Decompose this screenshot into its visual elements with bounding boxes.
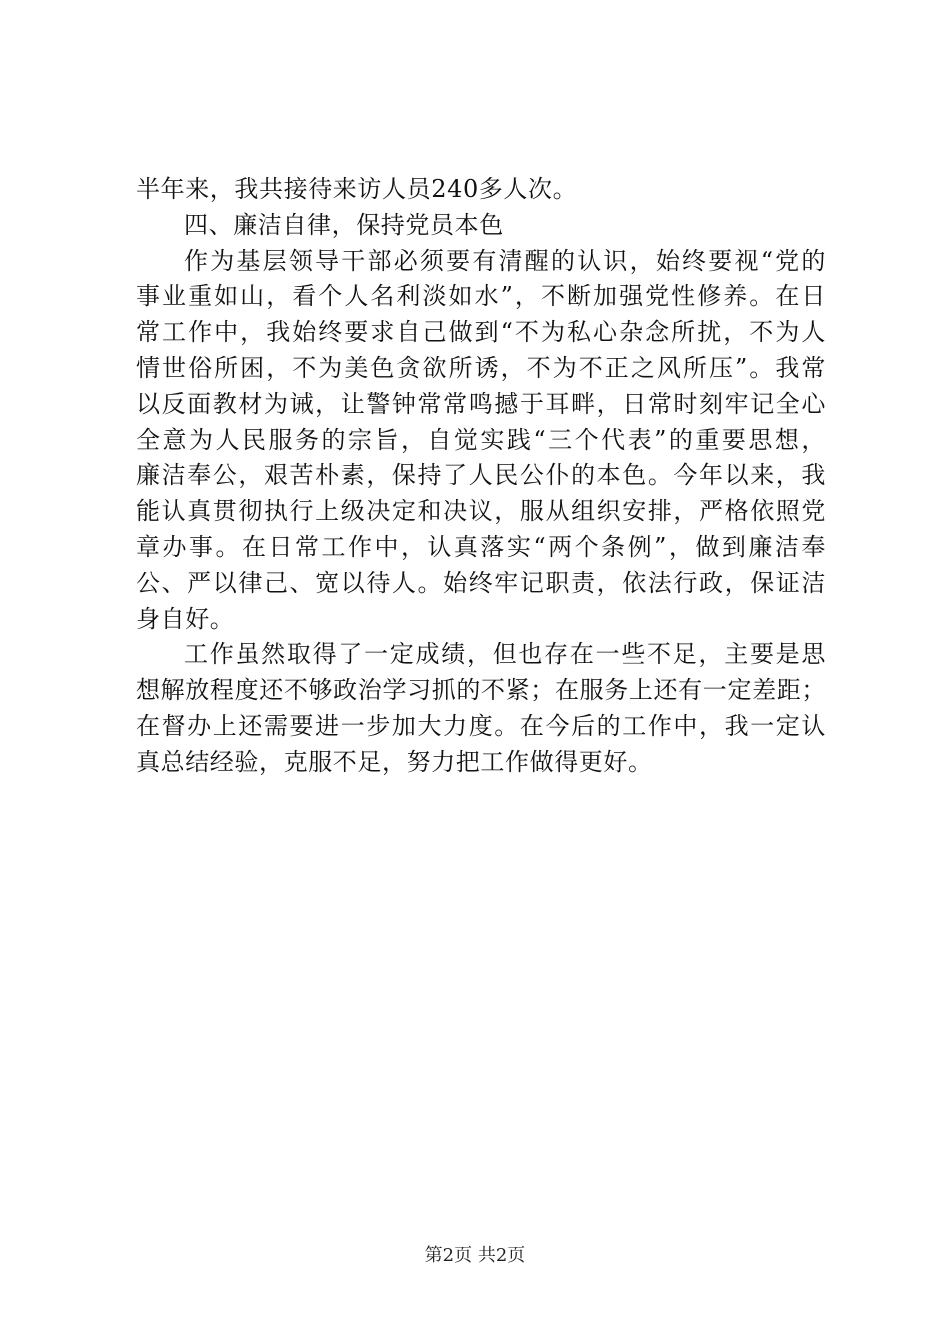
text-line: 作为基层领导干部必须要有清醒的认识，始终要视“党的 xyxy=(184,246,826,275)
section-heading: 四、廉洁自律，保持党员本色 xyxy=(184,210,504,239)
document-body xyxy=(136,172,826,781)
text-line: 想解放程度还不够政治学习抓的不紧；在服务上还有一定差距； xyxy=(136,676,826,705)
text-line: 工作虽然取得了一定成绩，但也存在一些不足，主要是思 xyxy=(184,640,826,669)
text-line: 公、严以律己、宽以待人。始终牢记职责，依法行政，保证洁 xyxy=(136,568,826,597)
text-line: 以反面教材为诫，让警钟常常鸣撼于耳畔，日常时刻牢记全心 xyxy=(136,389,826,418)
text-line: 常工作中，我始终要求自己做到“不为私心杂念所扰，不为人 xyxy=(136,318,826,347)
text-line: 能认真贯彻执行上级决定和决议，服从组织安排，严格依照党 xyxy=(136,497,826,526)
text-line: 身自好。 xyxy=(136,604,235,633)
text-line: 事业重如山，看个人名利淡如水”，不断加强党性修养。在日 xyxy=(136,282,826,311)
text-line: 真总结经验，克服不足，努力把工作做得更好。 xyxy=(136,747,653,776)
text-line: 半年来，我共接待来访人员240多人次。 xyxy=(136,175,578,203)
text-line: 廉洁奉公，艰苦朴素，保持了人民公仆的本色。今年以来，我 xyxy=(136,461,826,490)
text-line: 情世俗所困，不为美色贪欲所诱，不为不正之风所压”。我常 xyxy=(136,353,826,382)
page-footer xyxy=(0,1244,950,1268)
page-number: 第2页 共2页 xyxy=(424,1245,526,1266)
text-line: 在督办上还需要进一步加大力度。在今后的工作中，我一定认 xyxy=(136,711,826,740)
text-line: 章办事。在日常工作中，认真落实“两个条例”，做到廉洁奉 xyxy=(136,532,826,561)
text-line: 全意为人民服务的宗旨，自觉实践“三个代表”的重要思想， xyxy=(136,425,826,454)
